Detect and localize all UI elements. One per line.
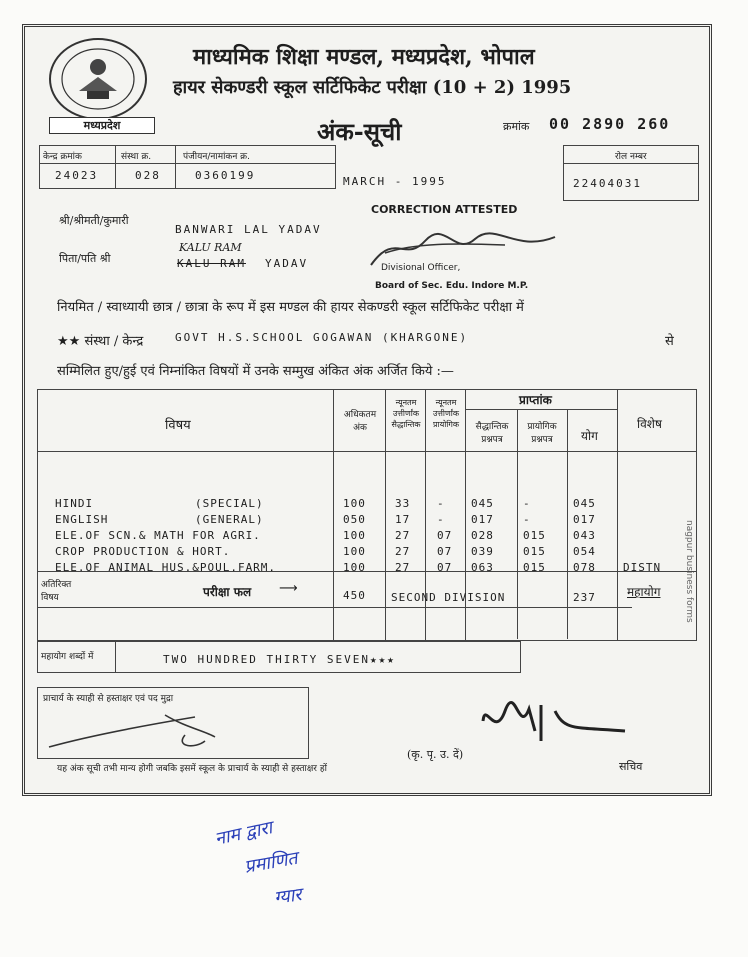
principal-signature	[45, 707, 225, 755]
roll-label: रोल नम्बर	[615, 152, 647, 162]
exam-month: MARCH - 1995	[343, 175, 447, 188]
row-total: 043	[573, 529, 596, 542]
extra-subject-label: अतिरिक्त विषय	[41, 580, 72, 603]
division: SECOND DIVISION	[391, 591, 506, 604]
row-practical: 015	[523, 561, 546, 574]
handwritten-line-1: नाम द्वारा	[212, 817, 275, 850]
row-subject: ELE.OF ANIMAL HUS.&POUL.FARM.	[55, 561, 277, 574]
row-min-practical: 07	[437, 545, 453, 558]
father-suffix: YADAV	[265, 257, 309, 270]
header-obtained: प्राप्तांक	[519, 393, 552, 407]
validity-note: यह अंक सूची तभी मान्य होगी जबकि इसमें स्कूल के प्राचार्य के स्याही से हस्ताक्षर हों	[57, 764, 327, 774]
secretary-signature	[475, 691, 635, 747]
side-margin-text: nagpur business forms	[684, 520, 694, 623]
name-label: श्री/श्रीमती/कुमारी	[59, 214, 129, 227]
handwritten-line-3: ग्यार	[272, 884, 303, 909]
grand-max: 450	[343, 589, 366, 602]
father-label: पिता/पति श्री	[59, 252, 111, 265]
row-total: 017	[573, 513, 596, 526]
row-special: DISTN	[623, 561, 662, 574]
row-practical: 015	[523, 545, 546, 558]
row-min-practical: 07	[437, 529, 453, 542]
header-special: विशेष	[637, 417, 662, 431]
father-handwritten: KALU RAM	[179, 241, 242, 254]
handwritten-line-2: प्रमाणित	[242, 847, 300, 878]
row-theory: 063	[471, 561, 494, 574]
result-arrow-icon: ⟶	[279, 581, 298, 596]
document-title: अंक-सूची	[317, 117, 402, 146]
grand-total-label: महायोग	[627, 585, 661, 599]
roll-number: 22404031	[573, 177, 642, 190]
header-min-theory: न्यूनतम उत्तीर्णांक सैद्धान्तिक	[391, 398, 421, 429]
secretary-label: सचिव	[619, 760, 643, 773]
institution-code-label: संस्था क्र.	[121, 152, 152, 162]
row-min-theory: 17	[395, 513, 411, 526]
serial-number: 00 2890 260	[549, 115, 671, 133]
certificate-sheet	[22, 24, 712, 796]
header-total: योग	[581, 429, 598, 443]
row-subject: HINDI	[55, 497, 94, 510]
row-max: 100	[343, 529, 366, 542]
header-subject: विषय	[165, 418, 191, 433]
header-min-practical: न्यूनतम उत्तीर्णांक प्रायोगिक	[432, 398, 460, 429]
row-min-practical: -	[437, 513, 445, 526]
row-min-theory: 27	[395, 561, 411, 574]
seal-label: मध्यप्रदेश	[49, 117, 155, 134]
stamp-board: Board of Sec. Edu. Indore M.P.	[375, 281, 529, 291]
row-theory: 017	[471, 513, 494, 526]
body-line-2-prefix: ★★ संस्था / केन्द्र	[57, 334, 144, 349]
words-value: TWO HUNDRED THIRTY SEVEN★★★	[163, 653, 396, 666]
header-theory: सैद्धान्तिक प्रश्नपत्र	[475, 422, 509, 445]
row-min-theory: 27	[395, 529, 411, 542]
row-type: (GENERAL)	[195, 513, 264, 526]
row-practical: -	[523, 497, 531, 510]
school-name: GOVT H.S.SCHOOL GOGAWAN (KHARGONE)	[175, 331, 469, 344]
row-theory: 039	[471, 545, 494, 558]
registration-number: 0360199	[195, 169, 256, 182]
row-total: 054	[573, 545, 596, 558]
board-title: माध्यमिक शिक्षा मण्डल, मध्यप्रदेश, भोपाल	[193, 44, 535, 70]
exam-title: हायर सेकण्डरी स्कूल सर्टिफिकेट परीक्षा (10 + 2) 1995	[173, 77, 572, 98]
grand-total: 237	[573, 591, 596, 604]
pto-note: (कृ. पृ. उ. दें)	[407, 748, 464, 761]
candidate-name: BANWARI LAL YADAV	[175, 223, 322, 236]
institution-code: 028	[135, 169, 161, 182]
row-subject: ELE.OF SCN.& MATH FOR AGRI.	[55, 529, 261, 542]
header-max: अधिकतम अंक	[343, 410, 377, 433]
center-code-label: केन्द्र क्रमांक	[43, 152, 82, 162]
row-subject: CROP PRODUCTION & HORT.	[55, 545, 231, 558]
principal-label: प्राचार्य के स्याही से हस्ताक्षर एवं पद मुद्रा	[43, 694, 174, 704]
stamp-designation: Divisional Officer,	[381, 263, 461, 273]
row-total: 045	[573, 497, 596, 510]
row-max: 100	[343, 497, 366, 510]
row-subject: ENGLISH	[55, 513, 109, 526]
row-practical: 015	[523, 529, 546, 542]
serial-label: क्रमांक	[503, 120, 530, 133]
row-max: 050	[343, 513, 366, 526]
row-min-practical: 07	[437, 561, 453, 574]
row-max: 100	[343, 561, 366, 574]
row-theory: 028	[471, 529, 494, 542]
registration-label: पंजीयन/नामांकन क्र.	[183, 152, 250, 162]
row-max: 100	[343, 545, 366, 558]
row-theory: 045	[471, 497, 494, 510]
row-total: 078	[573, 561, 596, 574]
words-label: महायोग शब्दों में	[41, 652, 94, 662]
body-line-1: नियमित / स्वाध्यायी छात्र / छात्रा के रूप में इस मण्डल की हायर सेकण्डरी स्कूल सर्टिफिकेट परीक्षा में	[57, 300, 524, 315]
header-practical: प्रायोगिक प्रश्नपत्र	[527, 422, 557, 445]
row-type: (SPECIAL)	[195, 497, 264, 510]
row-min-practical: -	[437, 497, 445, 510]
row-min-theory: 33	[395, 497, 411, 510]
body-line-2-suffix: से	[665, 334, 674, 349]
father-struck: KALU RAM	[177, 257, 246, 270]
row-min-theory: 27	[395, 545, 411, 558]
body-line-3: सम्मिलित हुए/हुई एवं निम्नांकित विषयों में उनके सम्मुख अंकित अंक अर्जित किये :—	[57, 364, 454, 379]
result-label: परीक्षा फल	[203, 585, 252, 599]
handwritten-note	[214, 818, 302, 908]
center-code: 24023	[55, 169, 99, 182]
row-practical: -	[523, 513, 531, 526]
correction-stamp: CORRECTION ATTESTED	[371, 203, 518, 216]
